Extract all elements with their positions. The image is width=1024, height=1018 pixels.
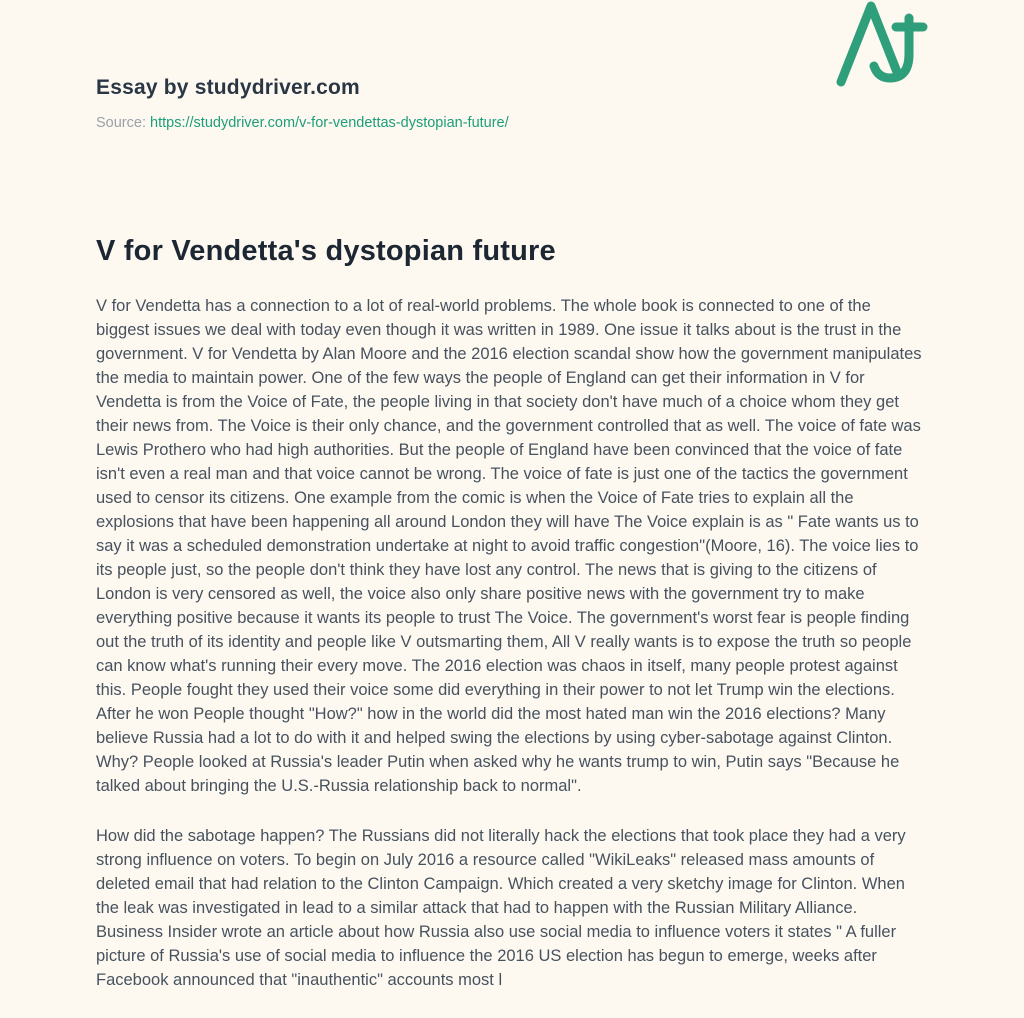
studydriver-logo-icon xyxy=(833,0,928,91)
source-line xyxy=(96,115,928,131)
essay-byline: Essay by studydriver.com xyxy=(96,76,360,99)
source-link[interactable]: https://studydriver.com/v-for-vendettas-dystopian-future/ xyxy=(150,115,509,131)
essay-title: V for Vendetta's dystopian future xyxy=(96,235,556,267)
essay-paragraph-1: V for Vendetta has a connection to a lot of real-world problems. The whole book is connected to one of the biggest issues we deal with today even though it was written in 1989. One issue it talks about is the trust in the government. V for Vendetta by Alan Moore and the 2016 election scandal show how the government manipulates the media to maintain power. One of the few ways the people of England can get their information in V for Vendetta is from the Voice of Fate, the people living in that society don't have much of a choice whom they get their news from. The Voice is their only chance, and the government controlled that as well. The voice of fate was Lewis Prothero who had high authorities. But the people of England have been convinced that the voice of fate isn't even a real man and that voice cannot be wrong. The voice of fate is just one of the tactics the government used to censor its citizens. One example from the comic is when the Voice of Fate tries to explain all the explosions that have been happening all around London they will have The Voice explain is as " Fate wants us to say it was a scheduled demonstration undertake at night to avoid traffic congestion"(Moore, 16). The voice lies to its people just, so the people don't think they have lost any control. The news that is giving to the citizens of London is very censored as well, the voice also only share positive news with the government try to make everything positive because it wants its people to trust The Voice. The government's worst fear is people finding out the truth of its identity and people like V outsmarting them, All V really wants is to expose the truth so people can know what's running their every move. The 2016 election was chaos in itself, many people protest against this. People fought they used their voice some did everything in their power to not let Trump win the elections. After he won People thought "How?" how in the world did the most hated man win the 2016 elections? Many believe Russia had a lot to do with it and helped swing the elections by using cyber-sabotage against Clinton. Why? People looked at Russia's leader Putin when asked why he wants trump to win, Putin says "Because he talked about bringing the U.S.-Russia relationship back to normal". xyxy=(96,297,922,795)
source-label: Source: xyxy=(96,115,146,131)
essay-body xyxy=(96,294,928,992)
essay-page xyxy=(96,0,928,992)
essay-paragraph-2: How did the sabotage happen? The Russians did not literally hack the elections that took place they had a very strong influence on voters. To begin on July 2016 a resource called "WikiLeaks" released mass amounts of deleted email that had relation to the Clinton Campaign. Which created a very sketchy image for Clinton. When the leak was investigated in lead to a similar attack that had to happen with the Russian Military Alliance. Business Insider wrote an article about how Russia also use social media to influence voters it states " A fuller picture of Russia's use of social media to influence the 2016 US election has begun to emerge, weeks after Facebook announced that "inauthentic" accounts most l xyxy=(96,827,906,989)
